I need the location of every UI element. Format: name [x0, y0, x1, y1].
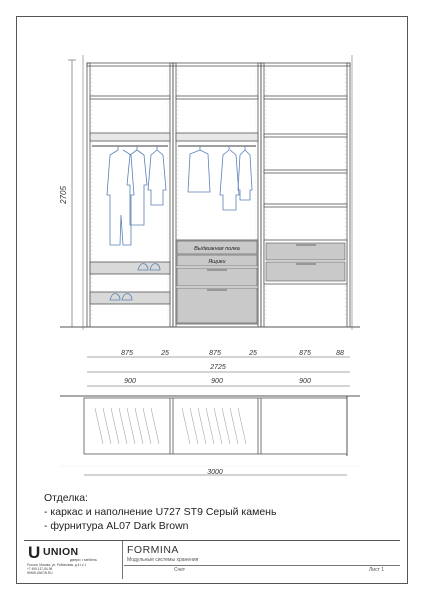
product-name: FORMINA	[127, 544, 179, 556]
total-width-label: 2725	[210, 364, 226, 371]
width-label-1: 875	[121, 350, 133, 357]
company-address	[27, 563, 117, 576]
company-logo	[28, 544, 118, 564]
width-label-4: 25	[249, 350, 257, 357]
drawer-3	[177, 288, 257, 323]
module-1-shoe-shelf-2	[90, 292, 170, 304]
logo-text: UNION	[43, 546, 79, 558]
drawers-label: Ящики	[208, 259, 226, 265]
top-rail	[87, 63, 350, 66]
title-block	[24, 540, 400, 579]
module-2-hanging-clothes	[188, 146, 252, 210]
address-line: Россия, Москва, ул. Рябиновая, д.41 к.1	[27, 563, 87, 567]
finish-line-frame: - каркас и наполнение U727 ST9 Серый камень	[44, 506, 277, 518]
height-label: 2705	[59, 186, 68, 204]
title-block-hline	[124, 565, 400, 566]
module-3-shelves	[264, 96, 347, 207]
logo-mark-icon: U	[28, 543, 41, 562]
width-label-6: 88	[336, 350, 344, 357]
drawer-2	[177, 268, 257, 286]
width-label-2: 25	[161, 350, 169, 357]
website-line: WWW.UNION.RU	[27, 571, 53, 576]
finish-title: Отделка:	[44, 492, 88, 504]
module-2-shelves	[176, 96, 258, 141]
width-label-5: 875	[299, 350, 311, 357]
invoice-label: Счет	[174, 567, 186, 573]
width-label-3: 875	[209, 350, 221, 357]
logo-subtitle: двери • мебель	[70, 558, 97, 562]
module-1-shoe-shelf-1	[90, 262, 170, 274]
module-width-label-3: 900	[299, 378, 311, 385]
module-width-label-2: 900	[211, 378, 223, 385]
plan-width-label: 3000	[207, 469, 223, 476]
module-width-label-1: 900	[124, 378, 136, 385]
top-dimension-labels	[121, 350, 344, 385]
product-subtitle: Модульные системы хранения	[127, 557, 199, 563]
sheet-label: Лист 1	[369, 567, 385, 573]
drawer-shelf-label: Выдвижная полка	[194, 246, 240, 252]
module-3-drawer-1	[266, 243, 345, 260]
plan-outline	[84, 398, 347, 454]
module-3-drawer-2	[266, 262, 345, 281]
phone-line: +7 495 137-84-98	[27, 567, 53, 572]
module-1-hanging-clothes	[107, 146, 166, 245]
finish-line-hardware: - фурнитура AL07 Dark Brown	[44, 520, 189, 532]
title-block-divider	[122, 541, 123, 579]
module-1-shelves	[90, 96, 170, 141]
